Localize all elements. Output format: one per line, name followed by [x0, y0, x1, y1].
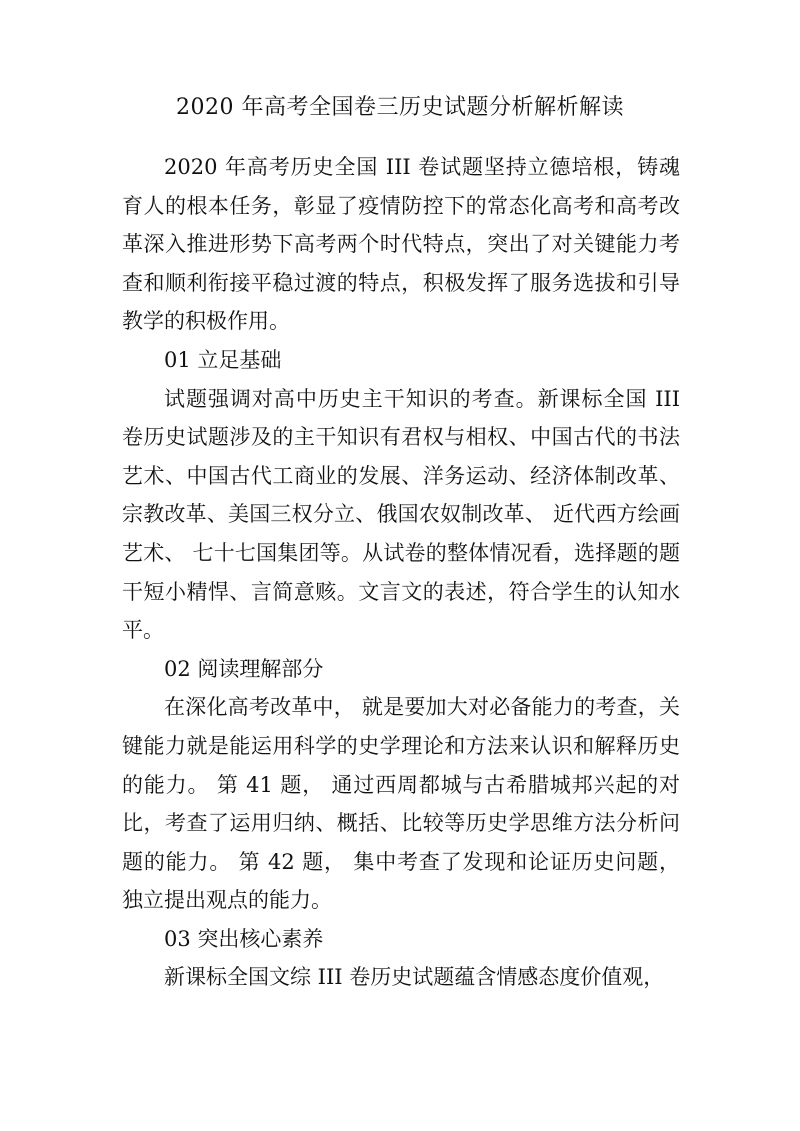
document-body	[122, 148, 680, 997]
section-heading-foundation: 01 立足基础	[164, 347, 282, 372]
paragraph-intro: 2020 年高考历史全国 III 卷试题坚持立德培根，铸魂育人的根本任务，彰显了疫情防控下的常态化高考和高考改革深入推进形势下高考两个时代特点，突出了对关键能力考查和顺利衔接平稳过渡的特点，积极发挥了服务选拔和引导教学的积极作用。	[122, 155, 680, 334]
paragraph-reading: 在深化高考改革中， 就是要加大对必备能力的考查，关键能力就是能运用科学的史学理论和方法来认识和解释历史的能力。 第 41 题， 通过西周都城与古希腊城邦兴起的对比，考查了运用归纳、概括、比较等历史学思维方法分析问题的能力。 第 42 题， 集中考查了发现和论证历史问题， 独立提出观点的能力。	[122, 695, 680, 913]
paragraph-literacy: 新课标全国文综 III 卷历史试题蕴含情感态度价值观，	[164, 965, 665, 990]
document-title: 2020 年高考全国卷三历史试题分析解析解读	[176, 95, 624, 120]
section-heading-reading: 02 阅读理解部分	[164, 656, 324, 681]
section-heading-literacy: 03 突出核心素养	[164, 926, 324, 951]
paragraph-foundation: 试题强调对高中历史主干知识的考查。新课标全国 III 卷历史试题涉及的主干知识有君权与相权、中国古代的书法艺术、中国古代工商业的发展、洋务运动、经济体制改革、宗教改革、美国三权分立、俄国农奴制改革、 近代西方绘画艺术、 七十七国集团等。从试卷的整体情况看，选择题的题干短小精悍、言简意赅。文言文的表述，符合学生的认知水平。	[122, 386, 680, 643]
